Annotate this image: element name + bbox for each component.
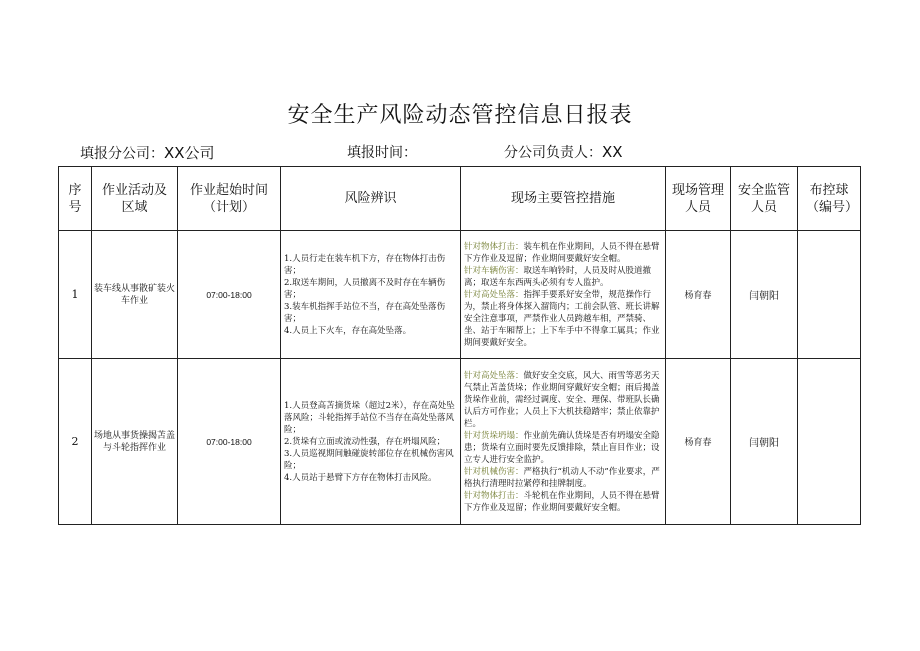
row-number: 2 bbox=[59, 359, 92, 525]
supervisor-cell: 闫朝阳 bbox=[731, 231, 798, 359]
risk-item: 4.人员上下火车，存在高处坠落。 bbox=[284, 325, 412, 336]
measure-text: 装车机在作业期间，人员不得在悬臂下方作业及逗留；作业期间要戴好安全帽。 bbox=[464, 241, 660, 264]
risk-cell bbox=[281, 231, 461, 359]
col-header-camera: 布控球（编号） bbox=[798, 167, 861, 231]
measure-item bbox=[464, 466, 662, 490]
measure-text: 作业前先确认货垛是否有坍塌安全隐患；货垛有立面时要先反馈排除，禁止盲目作业；设立专人进行安全监护。 bbox=[464, 430, 660, 465]
risk-item: 4.人员站于悬臂下方存在物体打击风险。 bbox=[284, 472, 437, 483]
measures-cell bbox=[461, 359, 666, 525]
supervisor-cell: 闫朝阳 bbox=[731, 359, 798, 525]
manager-value: XX bbox=[602, 143, 623, 161]
col-header-activity: 作业活动及区域 bbox=[92, 167, 178, 231]
report-time-field bbox=[347, 142, 417, 162]
measure-tag: 针对物体打击： bbox=[464, 490, 524, 501]
table-row bbox=[59, 359, 861, 525]
col-header-supervisor: 安全监管人员 bbox=[731, 167, 798, 231]
risk-item: 3.人员巡视期间触碰旋转部位存在机械伤害风险； bbox=[284, 448, 454, 471]
measure-item bbox=[464, 241, 662, 265]
measure-tag: 针对货垛坍塌： bbox=[464, 430, 524, 441]
company-value: XX公司 bbox=[164, 144, 215, 162]
table-header-row bbox=[59, 167, 861, 231]
risk-report-table bbox=[58, 166, 861, 525]
activity-cell: 场地从事货操揭苫盖与斗轮指挥作业 bbox=[92, 359, 178, 525]
measure-tag: 针对高处坠落： bbox=[464, 289, 524, 300]
time-cell: 07:00-18:00 bbox=[178, 231, 281, 359]
measure-item bbox=[464, 430, 662, 466]
camera-cell bbox=[798, 359, 861, 525]
measure-item bbox=[464, 370, 662, 430]
col-header-risk: 风险辨识 bbox=[281, 167, 461, 231]
activity-cell: 装车线从事散矿装火车作业 bbox=[92, 231, 178, 359]
measure-tag: 针对高处坠落： bbox=[464, 370, 524, 381]
risk-item: 2.取送车期间，人员撤离不及时存在车辆伤害； bbox=[284, 277, 446, 300]
company-field bbox=[80, 142, 215, 163]
col-header-site-manager: 现场管理人员 bbox=[666, 167, 731, 231]
measure-text: 取送车响铃时，人员及时从股道撤离；取送车东西两头必须有专人监护。 bbox=[464, 265, 652, 288]
measure-item bbox=[464, 490, 662, 514]
measure-text: 指挥手要系好安全带，规范操作行为，禁止将身体探入溜筒内；工前会队管、班长讲解安全注意事项，严禁作业人员跨越车相，严禁骑、坐、站于车厢帮上；上下车手中不得拿工属具；作业期间要戴好安全。 bbox=[464, 289, 660, 348]
col-header-time: 作业起始时间（计划） bbox=[178, 167, 281, 231]
risk-item: 2.货垛有立面或流动性强，存在坍塌风险； bbox=[284, 436, 446, 447]
measure-text: 做好安全交底，风大、雨雪等恶劣天气禁止苫盖货垛；作业期间穿戴好安全帽；雨后揭盖货垛作业前，需经过调度、安全、理保、带班队长确认后方可作业；人员上下大机扶稳踏牢；禁止依靠护栏。 bbox=[464, 370, 660, 429]
time-cell: 07:00-18:00 bbox=[178, 359, 281, 525]
risk-item: 3.装车机指挥手站位不当，存在高处坠落伤害； bbox=[284, 301, 446, 324]
row-number: 1 bbox=[59, 231, 92, 359]
risk-item: 1.人员登高苫摘货垛（超过2米），存在高处坠落风险；斗轮指挥手站位不当存在高处坠落风险； bbox=[284, 400, 455, 435]
measure-text: 严格执行“机动人不动”作业要求，严格执行清理时拉紧停和挂牌制度。 bbox=[464, 466, 660, 489]
col-header-no: 序号 bbox=[59, 167, 92, 231]
manager-label: 分公司负责人： bbox=[504, 145, 602, 161]
manager-field bbox=[504, 142, 623, 162]
risk-item: 1.人员行走在装车机下方，存在物体打击伤害； bbox=[284, 253, 446, 276]
col-header-measures: 现场主要管控措施 bbox=[461, 167, 666, 231]
page-title: 安全生产风险动态管控信息日报表 bbox=[287, 103, 633, 128]
measure-text: 斗轮机在作业期间，人员不得在悬臂下方作业及逗留；作业期间要戴好安全帽。 bbox=[464, 490, 660, 513]
measure-tag: 针对物体打击： bbox=[464, 241, 524, 252]
measure-tag: 针对机械伤害： bbox=[464, 466, 524, 477]
camera-cell bbox=[798, 231, 861, 359]
company-label: 填报分公司： bbox=[80, 146, 164, 162]
measure-item bbox=[464, 289, 662, 349]
report-time-label: 填报时间： bbox=[347, 145, 417, 161]
table-row bbox=[59, 231, 861, 359]
site-manager-cell: 杨育春 bbox=[666, 231, 731, 359]
risk-cell bbox=[281, 359, 461, 525]
site-manager-cell: 杨育春 bbox=[666, 359, 731, 525]
measures-cell bbox=[461, 231, 666, 359]
measure-tag: 针对车辆伤害： bbox=[464, 265, 524, 276]
measure-item bbox=[464, 265, 662, 289]
